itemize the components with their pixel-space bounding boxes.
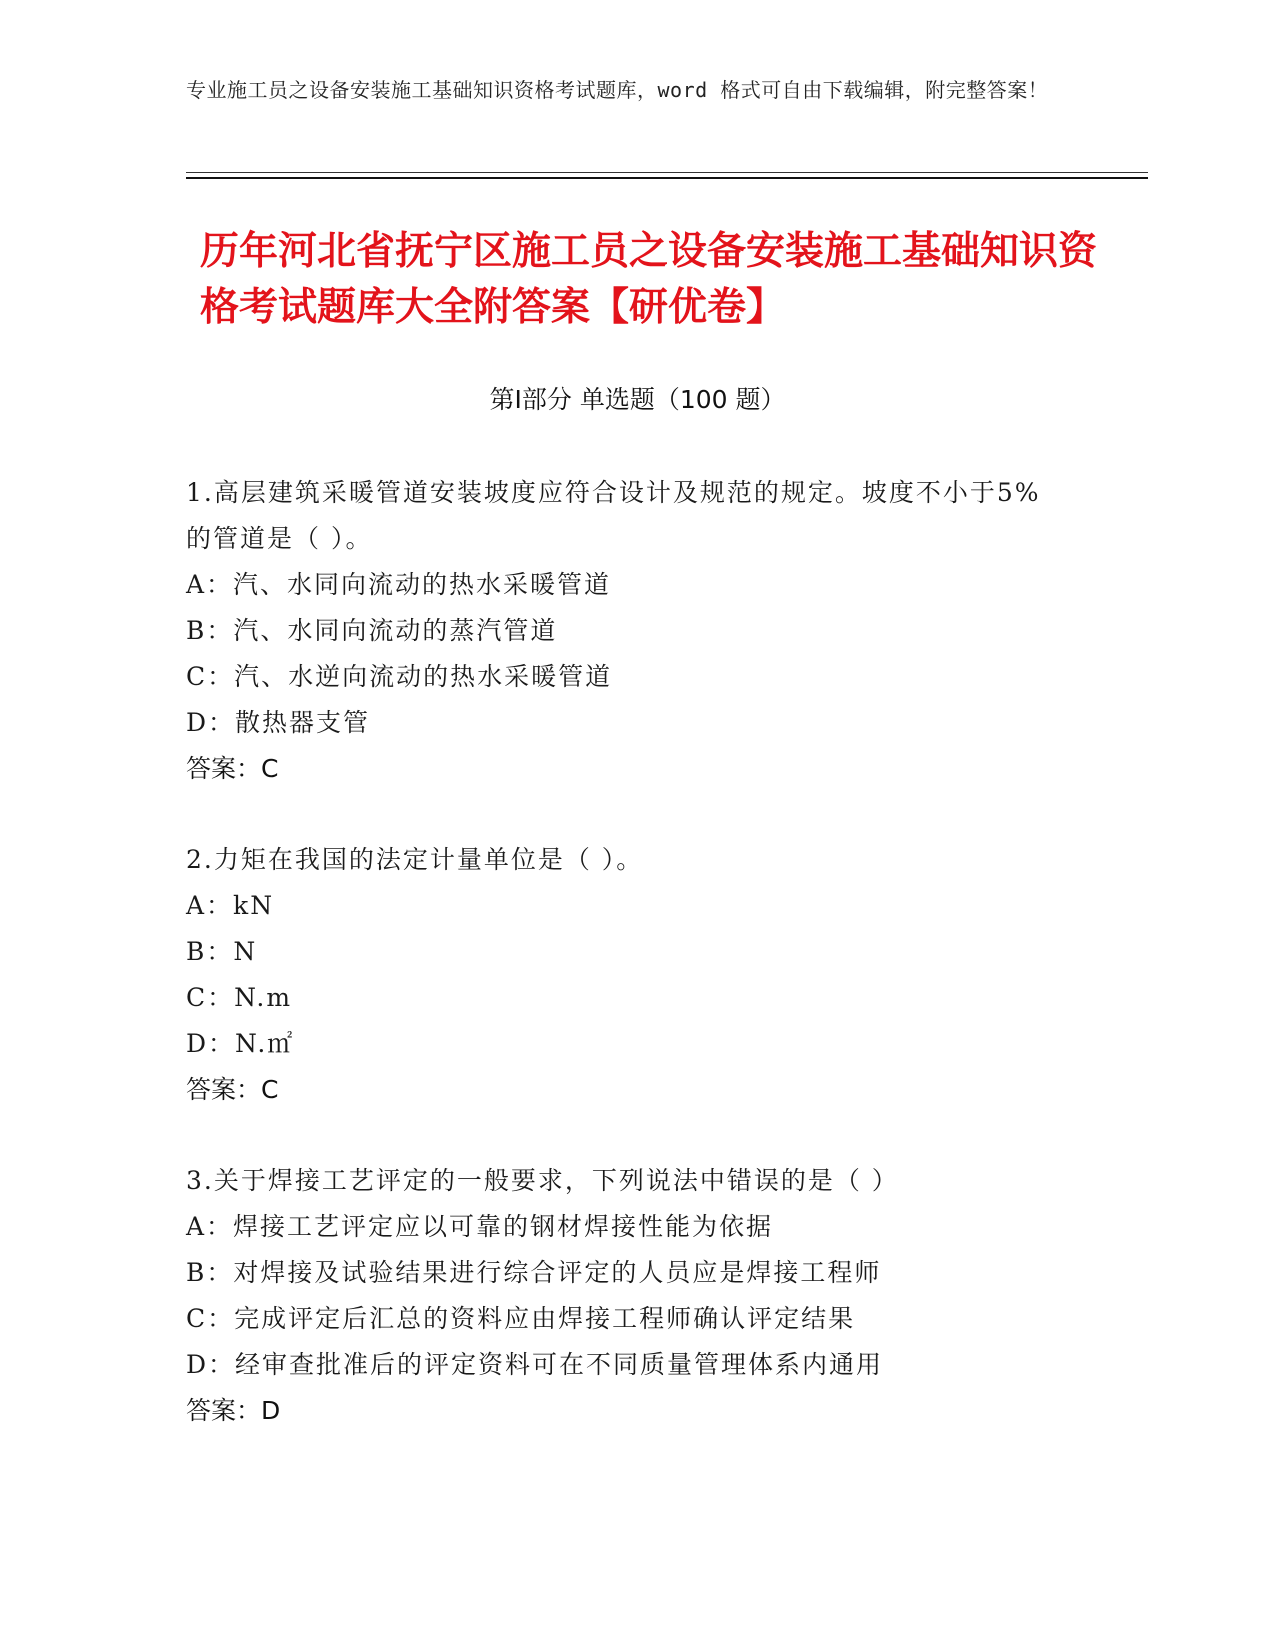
option-d: D：N.㎡ bbox=[186, 1029, 295, 1058]
option-a: A：焊接工艺评定应以可靠的钢材焊接性能为依据 bbox=[186, 1212, 774, 1241]
document-title: 历年河北省抚宁区施工员之设备安装施工基础知识资格考试题库大全附答案【研优卷】 bbox=[200, 229, 1098, 330]
question-list bbox=[186, 470, 1086, 1479]
header-rule-thin bbox=[186, 172, 1148, 173]
option-c: C：汽、水逆向流动的热水采暖管道 bbox=[186, 662, 613, 691]
section-title: 第Ⅰ部分 单选题（100 题） bbox=[489, 385, 786, 414]
question-1 bbox=[186, 470, 1086, 792]
option-d: D：经审查批准后的评定资料可在不同质量管理体系内通用 bbox=[186, 1350, 884, 1379]
header-note: 专业施工员之设备安装施工基础知识资格考试题库，word 格式可自由下载编辑，附完整答案！ bbox=[186, 78, 1049, 102]
question-stem: 2.力矩在我国的法定计量单位是（ ）。 bbox=[186, 845, 644, 874]
question-stem: 3.关于焊接工艺评定的一般要求，下列说法中错误的是（ ） bbox=[186, 1166, 899, 1195]
option-c: C：N.m bbox=[186, 983, 293, 1012]
answer: 答案：C bbox=[186, 1075, 279, 1104]
option-b: B：N bbox=[186, 937, 258, 966]
option-b: B：汽、水同向流动的蒸汽管道 bbox=[186, 616, 558, 645]
option-d: D：散热器支管 bbox=[186, 708, 371, 737]
question-3 bbox=[186, 1158, 1086, 1434]
option-a: A：kN bbox=[186, 891, 275, 920]
option-a: A：汽、水同向流动的热水采暖管道 bbox=[186, 570, 612, 599]
answer: 答案：D bbox=[186, 1396, 281, 1425]
option-b: B：对焊接及试验结果进行综合评定的人员应是焊接工程师 bbox=[186, 1258, 882, 1287]
question-2 bbox=[186, 837, 1086, 1113]
question-stem: 1.高层建筑采暖管道安装坡度应符合设计及规范的规定。坡度不小于5%的管道是（ ）。 bbox=[186, 478, 1041, 553]
header-rule-thick bbox=[186, 177, 1148, 179]
answer: 答案：C bbox=[186, 754, 279, 783]
option-c: C：完成评定后汇总的资料应由焊接工程师确认评定结果 bbox=[186, 1304, 856, 1333]
